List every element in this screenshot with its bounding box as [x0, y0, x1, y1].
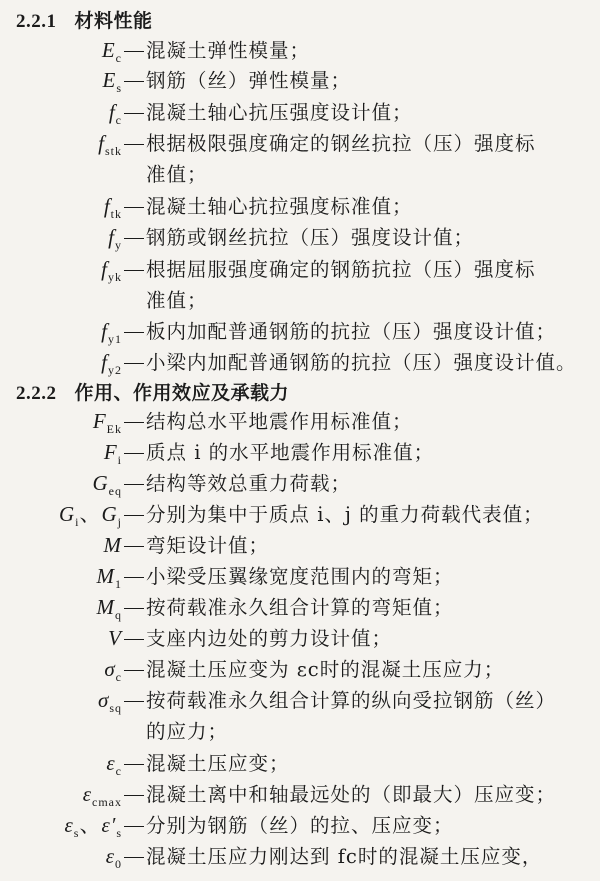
dash: [124, 238, 144, 239]
section-number: 2.2.1: [16, 11, 57, 32]
symbol: $F_{Ek}$: [92, 409, 122, 437]
section-heading-2-2-2: [16, 378, 289, 405]
definition: 混凝土离中和轴最远处的（即最大）压应变；: [146, 783, 557, 806]
section-title-text: 作用、作用效应及承载力: [74, 382, 290, 404]
definition: 弯矩设计值；: [146, 534, 270, 557]
definition-line2: 的应力；: [146, 720, 229, 743]
dash: [124, 113, 144, 114]
dash: [124, 577, 144, 578]
symbol: M: [103, 533, 122, 557]
dash: [124, 639, 144, 640]
dash: [124, 81, 144, 82]
symbol: $\sigma_c$: [104, 657, 122, 685]
section-title-text: 材料性能: [74, 10, 153, 32]
symbol: $f_{y2}$: [101, 350, 122, 378]
definition: 根据极限强度确定的钢丝抗拉（压）强度标: [146, 132, 536, 155]
symbol: $F_i$: [103, 440, 122, 468]
dash: [124, 795, 144, 796]
dash: [124, 207, 144, 208]
definition: 混凝土压应力刚达到 fc时的混凝土压应变，: [146, 845, 543, 868]
definition: 分别为集中于质点 i、j 的重力荷载代表值；: [146, 503, 544, 526]
symbol: $f_{yk}$: [101, 257, 122, 285]
definition: 钢筋或钢丝抗拉（压）强度设计值；: [146, 226, 475, 249]
dash: [124, 546, 144, 547]
definition: 钢筋（丝）弹性模量；: [146, 69, 352, 92]
definition: 结构总水平地震作用标准值；: [146, 410, 413, 433]
definition: 质点 i 的水平地震作用标准值；: [146, 441, 435, 464]
definition: 混凝土压应变为 εc时的混凝土压应力；: [146, 658, 505, 681]
symbol: $\varepsilon_c$: [106, 751, 122, 779]
symbol: $G_i$、$G_j$: [58, 502, 122, 530]
definition: 小梁受压翼缘宽度范围内的弯矩；: [146, 565, 454, 588]
section-number: 2.2.2: [16, 383, 57, 404]
definition: 混凝土轴心抗压强度设计值；: [146, 101, 413, 124]
definition: 按荷载准永久组合计算的纵向受拉钢筋（丝）: [146, 689, 557, 712]
symbol: $\sigma_{sq}$: [97, 688, 122, 716]
symbol: $M_1$: [96, 564, 122, 592]
symbol: V: [108, 626, 122, 650]
section-heading-2-2-1: [16, 6, 153, 33]
symbol: $M_q$: [96, 595, 122, 623]
symbol: $E_s$: [102, 68, 122, 96]
definition-line2: 准值；: [146, 289, 208, 312]
dash: [124, 515, 144, 516]
symbol: $f_{tk}$: [103, 194, 122, 222]
dash: [124, 332, 144, 333]
dash: [124, 608, 144, 609]
dash: [124, 826, 144, 827]
definition-line2: 准值；: [146, 163, 208, 186]
definition: 根据屈服强度确定的钢筋抗拉（压）强度标: [146, 258, 536, 281]
dash: [124, 857, 144, 858]
symbol: $f_c$: [108, 100, 122, 128]
dash: [124, 270, 144, 271]
dash: [124, 422, 144, 423]
definition: 结构等效总重力荷载；: [146, 472, 352, 495]
symbol: $E_c$: [101, 38, 122, 66]
symbol: $f_y$: [108, 225, 122, 253]
dash: [124, 764, 144, 765]
definition: 按荷载准永久组合计算的弯矩值；: [146, 596, 454, 619]
symbol: $\varepsilon_s$、$\varepsilon'_s$: [64, 813, 122, 841]
definition: 小梁内加配普通钢筋的抗拉（压）强度设计值。: [146, 351, 577, 374]
dash: [124, 484, 144, 485]
symbol: $\varepsilon_{cmax}$: [82, 782, 122, 810]
definition: 分别为钢筋（丝）的拉、压应变；: [146, 814, 454, 837]
dash: [124, 670, 144, 671]
symbol: $G_{eq}$: [92, 471, 122, 499]
definition: 混凝土压应变；: [146, 752, 290, 775]
dash: [124, 51, 144, 52]
definition: 板内加配普通钢筋的抗拉（压）强度设计值；: [146, 320, 557, 343]
dash: [124, 701, 144, 702]
symbol: $f_{stk}$: [98, 131, 122, 159]
dash: [124, 363, 144, 364]
definition: 混凝土轴心抗拉强度标准值；: [146, 195, 413, 218]
symbol: $\varepsilon_0$: [105, 844, 122, 872]
dash: [124, 453, 144, 454]
symbol: $f_{y1}$: [101, 319, 122, 347]
definition: 混凝土弹性模量；: [146, 39, 311, 62]
dash: [124, 144, 144, 145]
definition: 支座内边处的剪力设计值；: [146, 627, 393, 650]
